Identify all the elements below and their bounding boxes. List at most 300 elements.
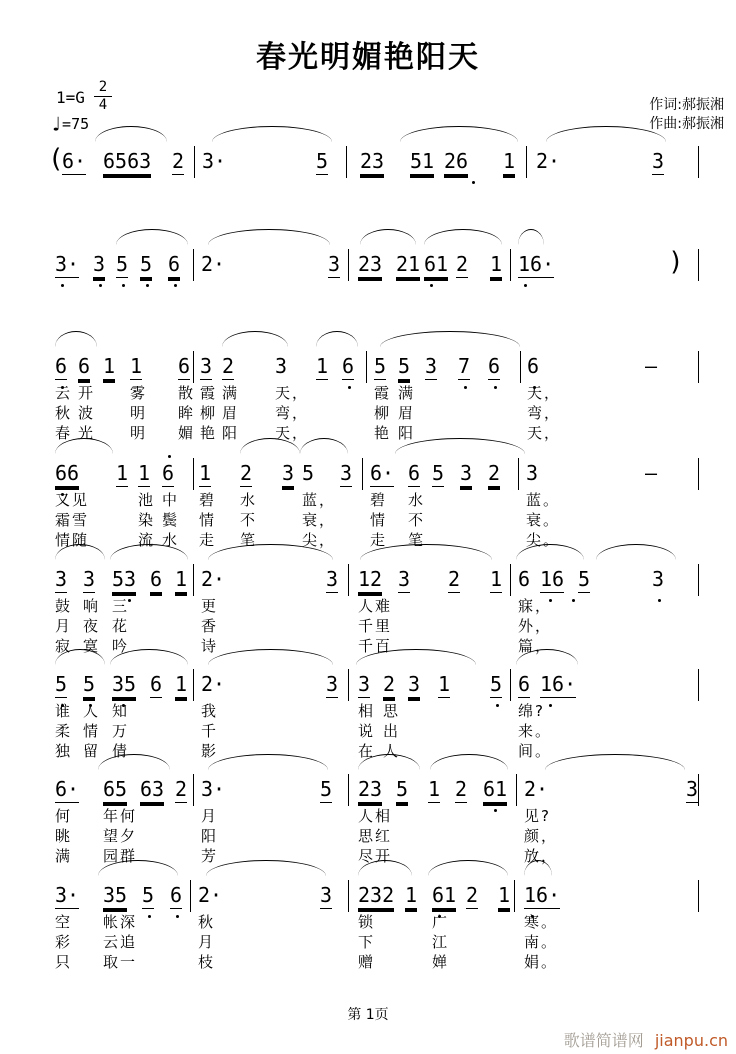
lyric-syllable: 笔 [408,531,426,549]
lyric-syllable: 响 [83,597,101,615]
slur-line [212,126,332,142]
note-token: 3 [328,252,341,276]
lyric-syllable: 取一 [103,953,138,971]
lyric-syllable: 相 [358,702,376,720]
lyric-syllable: 艳 [200,424,218,442]
lyric-syllable: 寞 [83,637,101,655]
note-token: 35 [112,672,137,696]
note-token: 16· [540,672,577,696]
note-token: 2· [201,672,226,696]
note-token: 2· [524,777,549,801]
note-token: 6 [162,461,175,485]
composer-credit: 作曲:郝振湘 [649,116,724,132]
barline [193,458,194,490]
note-token: 3· [55,252,80,276]
score-system [0,568,736,658]
tempo-marking [50,112,89,136]
note-token: 7 [458,354,471,378]
note-token: 5 [142,883,155,907]
note-token: 16· [524,883,561,907]
barline [193,249,194,281]
lyric-syllable: 衰， [302,511,337,529]
lyric-syllable: 艳 [374,424,392,442]
note-token: 3· [55,883,80,907]
note-token: 65 [103,777,128,801]
lyric-syllable: 人相 [358,807,393,825]
note-token: 3 [320,883,333,907]
note-token: 3 [55,567,68,591]
lyric-syllable: 不 [408,511,426,529]
note-token: 1 [103,354,116,378]
note-token: 1 [490,252,503,276]
slur-line [95,126,167,142]
lyric-syllable: 万 [112,722,130,740]
time-signature [94,80,112,113]
lyric-syllable: 帐深 [103,913,138,931]
lyric-syllable: 天， [275,384,310,402]
note-token: 6 [518,672,531,696]
note-token: — [645,461,658,485]
barline [518,458,519,490]
note-token: 2· [201,567,226,591]
lyric-syllable: 水 [240,491,258,509]
lyric-syllable: 留 [83,742,101,760]
lyric-syllable: 云追 [103,933,138,951]
note-token: 5 [140,252,153,276]
lyric-syllable: 说 [358,722,376,740]
lyric-syllable: 春 [55,424,73,442]
barline [193,564,194,596]
note-token: 6· [55,777,80,801]
lyric-syllable: 知 [112,702,130,720]
lyric-syllable: 阳 [398,424,416,442]
note-token: 2· [198,883,223,907]
note-token: 2 [488,461,501,485]
lyric-syllable: 又见 [55,491,90,509]
note-token: ) [668,247,684,277]
note-token: 6 [150,567,163,591]
lyric-syllable: 芳 [201,847,219,865]
score-system [0,462,736,552]
lyric-syllable: 锁 [358,913,376,931]
note-token: 61 [483,777,508,801]
lyric-syllable: 放， [524,847,559,865]
note-token: 3 [460,461,473,485]
note-token: 1 [199,461,212,485]
lyric-syllable: 流 [138,531,156,549]
lyric-syllable: 眉 [222,404,240,422]
barline [698,146,699,178]
note-token: 5 [83,672,96,696]
note-token: 66 [55,461,80,485]
lyric-syllable: 诗 [201,637,219,655]
lyric-syllable: 彩 [55,933,73,951]
barline [526,146,527,178]
octave-dot [174,284,177,287]
note-token: 2 [172,149,185,173]
lyric-syllable: 吟 [112,637,130,655]
octave-dot [168,455,171,458]
note-token: 16· [518,252,555,276]
meter-numerator: 2 [98,79,108,95]
octave-dot [524,284,527,287]
note-token: 5 [302,461,315,485]
barline [698,351,699,383]
lyric-syllable: 眸 [178,404,196,422]
lyric-syllable: 思 [383,702,401,720]
lyric-syllable: 来。 [518,722,553,740]
lyric-syllable: 水 [408,491,426,509]
slur-line [400,126,518,142]
octave-dot [430,284,433,287]
barline [520,351,521,383]
watermark [564,1028,728,1051]
barline [516,774,517,806]
lyric-syllable: 情 [199,511,217,529]
note-token: 35 [103,883,128,907]
note-token: 5 [316,149,329,173]
note-token: 3 [526,461,539,485]
note-token: 3· [201,777,226,801]
barline [366,351,367,383]
quarter-note-icon: ♩ [50,112,63,136]
note-token: 5 [374,354,387,378]
barline [348,880,349,912]
note-token: 1 [503,149,516,173]
octave-dot [148,915,151,918]
note-token: 6 [170,883,183,907]
lyric-syllable: 眺 [55,827,73,845]
lyric-syllable: 碧 [370,491,388,509]
page-title: 春光明媚艳阳天 [256,40,480,75]
octave-dot [99,284,102,287]
note-token: 232 [358,883,395,907]
lyric-syllable: 阳 [201,827,219,845]
lyric-syllable: 南。 [524,933,559,951]
lyric-syllable: 我 [201,702,219,720]
lyric-syllable: 霞 [374,384,392,402]
lyric-syllable: 情随 [55,531,90,549]
watermark-site-name: 歌谱简谱网 [563,1031,644,1050]
lyric-syllable: 情 [370,511,388,529]
barline [362,458,363,490]
lyric-syllable: 何 [55,807,73,825]
lyric-syllable: 婵 [432,953,450,971]
note-token: 3 [282,461,295,485]
octave-dot [122,284,125,287]
lyric-syllable: 笔 [240,531,258,549]
lyric-syllable: 枝 [198,953,216,971]
barline [698,249,699,281]
lyric-syllable: 尖， [302,531,337,549]
lyric-syllable: 媚 [178,424,196,442]
note-token: 3 [686,777,699,801]
lyric-syllable: 明 [130,404,148,422]
note-token: 1 [175,672,188,696]
lyric-syllable: 月 [201,807,219,825]
lyric-syllable: 尖。 [526,531,561,549]
note-token: 2 [222,354,235,378]
lyric-syllable: 霞 [200,384,218,402]
lyric-syllable: 外， [518,617,553,635]
barline [698,564,699,596]
note-token: 6 [488,354,501,378]
note-token: 1 [405,883,418,907]
note-token: — [645,354,658,378]
note-token: 5 [398,354,411,378]
note-token: 6 [342,354,355,378]
octave-dot [146,284,149,287]
octave-dot [658,599,661,602]
note-token: 16 [540,567,565,591]
lyric-syllable: 云 [55,384,73,402]
note-token: 5 [578,567,591,591]
lyric-syllable: 出 [383,722,401,740]
meter-denominator: 4 [98,97,108,113]
barline [698,880,699,912]
barline [698,774,699,806]
lyric-syllable: 开 [78,384,96,402]
note-token: 5 [55,672,68,696]
note-token: 3 [652,149,665,173]
lyric-syllable: 寒。 [524,913,559,931]
lyric-syllable: 千里 [358,617,393,635]
lyric-syllable: 蓝。 [526,491,561,509]
score-system [0,673,736,763]
lyric-syllable: 寐， [518,597,553,615]
octave-dot [348,386,351,389]
key-signature: 1=G [56,88,85,107]
lyric-syllable: 情 [83,722,101,740]
lyric-syllable: 池 [138,491,156,509]
lyric-syllable: 千百 [358,637,393,655]
note-token: 3 [652,567,665,591]
barline [193,774,194,806]
note-token: 3 [358,672,371,696]
note-token: 26 [444,149,469,173]
lyric-syllable: 只 [55,953,73,971]
lyric-syllable: 碧 [199,491,217,509]
lyric-syllable: 衰。 [526,511,561,529]
lyric-syllable: 柔 [55,722,73,740]
lyric-syllable: 蓝， [302,491,337,509]
score-system [0,355,736,445]
note-token: 51 [410,149,435,173]
lyric-syllable: 倩 [112,742,130,760]
note-token: 2 [383,672,396,696]
lyric-syllable: 尽开 [358,847,393,865]
note-token: 2 [448,567,461,591]
score-system [0,778,736,868]
note-token: 6 [150,672,163,696]
note-token: 2 [240,461,253,485]
lyric-syllable: 思红 [358,827,393,845]
note-token: 3 [408,672,421,696]
note-token: 3 [326,567,339,591]
lyric-syllable: 柳 [200,404,218,422]
octave-dot [572,599,575,602]
barline [698,669,699,701]
note-token: 1 [316,354,329,378]
lyric-syllable: 鼓 [55,597,73,615]
lyric-syllable: 霜雪 [55,511,90,529]
note-token: 23 [360,149,385,173]
lyric-syllable: 颜， [524,827,559,845]
octave-dot [494,386,497,389]
barline [348,249,349,281]
tempo-value: =75 [62,115,90,133]
lyric-syllable: 见? [524,807,551,825]
note-token: 6 [78,354,91,378]
barline [348,564,349,596]
barline [510,249,511,281]
lyric-syllable: 更 [201,597,219,615]
lyric-syllable: 花 [112,617,130,635]
lyric-syllable: 鬓 [162,511,180,529]
score-system [0,144,736,240]
lyric-syllable: 天， [527,384,562,402]
lyric-syllable: 天， [527,424,562,442]
lyric-syllable: 空 [55,913,73,931]
lyric-syllable: 光 [78,424,96,442]
lyric-syllable: 满 [55,847,73,865]
lyric-syllable: 独 [55,742,73,760]
octave-dot [464,386,467,389]
lyric-syllable: 走 [370,531,388,549]
note-token: 61 [424,252,449,276]
lyric-syllable: 江 [432,933,450,951]
note-token: 1 [490,567,503,591]
note-token: 53 [112,567,137,591]
note-token: 1 [175,567,188,591]
lyric-syllable: 走 [199,531,217,549]
note-token: 63 [140,777,165,801]
note-token: 1 [428,777,441,801]
note-token: 2· [201,252,226,276]
lyric-syllable: 年何 [103,807,138,825]
barline [193,351,194,383]
lyric-syllable: 人 [383,742,401,760]
lyric-syllable: 望夕 [103,827,138,845]
lyricist-credit: 作词:郝振湘 [649,97,724,113]
lyric-syllable: 阳 [222,424,240,442]
lyric-syllable: 散 [178,384,196,402]
barline [190,880,191,912]
lyric-syllable: 雾 [130,384,148,402]
barline [510,669,511,701]
note-token: 6 [527,354,540,378]
credits [649,96,724,134]
lyric-syllable: 寂 [55,637,73,655]
barline [348,669,349,701]
lyric-syllable: 秋 [198,913,216,931]
octave-dot [61,284,64,287]
lyric-syllable: 下 [358,933,376,951]
note-token: 6· [62,149,87,173]
lyric-syllable: 香 [201,617,219,635]
note-token: 1 [130,354,143,378]
lyric-syllable: 中 [162,491,180,509]
lyric-syllable: 秋 [55,404,73,422]
note-token: 1 [438,672,451,696]
watermark-site-url[interactable]: jianpu.cn [654,1031,728,1050]
barline [510,564,511,596]
note-token: 3 [275,354,288,378]
octave-dot [496,704,499,707]
note-token: 5 [320,777,333,801]
note-token: 61 [432,883,457,907]
note-token: 6 [178,354,191,378]
note-token: 6 [168,252,181,276]
lyric-syllable: 满 [222,384,240,402]
octave-dot [176,915,179,918]
note-token: 23 [358,777,383,801]
lyric-syllable: 夜 [83,617,101,635]
lyric-syllable: 间。 [518,742,553,760]
lyric-syllable: 月 [55,617,73,635]
lyric-syllable: 天， [275,424,310,442]
note-token: 3 [83,567,96,591]
lyric-syllable: 绵? [518,702,545,720]
note-token: 1 [138,461,151,485]
note-token: 2 [466,883,479,907]
lyric-syllable: 在 [358,742,376,760]
barline [193,669,194,701]
lyric-syllable: 人 [83,702,101,720]
note-token: 5 [432,461,445,485]
note-token: 3 [425,354,438,378]
note-token: 5 [116,252,129,276]
score-system [0,247,736,343]
note-token: 3 [93,252,106,276]
octave-dot [472,181,475,184]
lyric-syllable: 园群 [103,847,138,865]
note-token: 3 [326,672,339,696]
lyric-syllable: 满 [398,384,416,402]
note-token: 3· [202,149,227,173]
lyric-syllable: 波 [78,404,96,422]
lyric-syllable: 谁 [55,702,73,720]
lyric-syllable: 水 [162,531,180,549]
slur-line [546,126,666,142]
octave-dot [494,809,497,812]
note-token: 5 [396,777,409,801]
score-system [0,884,736,974]
note-token: 5 [490,672,503,696]
note-token: 2 [456,252,469,276]
lyric-syllable: 影 [201,742,219,760]
note-token: ( [48,144,64,174]
note-token: 3 [398,567,411,591]
note-token: 6 [408,461,421,485]
lyric-syllable: 弯， [527,404,562,422]
page-number: 第 1页 [347,1007,389,1023]
note-token: 6· [370,461,395,485]
lyric-syllable: 篇， [518,637,553,655]
lyric-syllable: 弯， [275,404,310,422]
lyric-syllable: 柳 [374,404,392,422]
lyric-syllable: 明 [130,424,148,442]
barline [698,458,699,490]
note-token: 2 [175,777,188,801]
lyric-syllable: 广 [432,913,450,931]
note-token: 6563 [103,149,152,173]
barline [348,774,349,806]
lyric-syllable: 千 [201,722,219,740]
lyric-syllable: 月 [198,933,216,951]
note-token: 2· [536,149,561,173]
note-token: 21 [396,252,421,276]
